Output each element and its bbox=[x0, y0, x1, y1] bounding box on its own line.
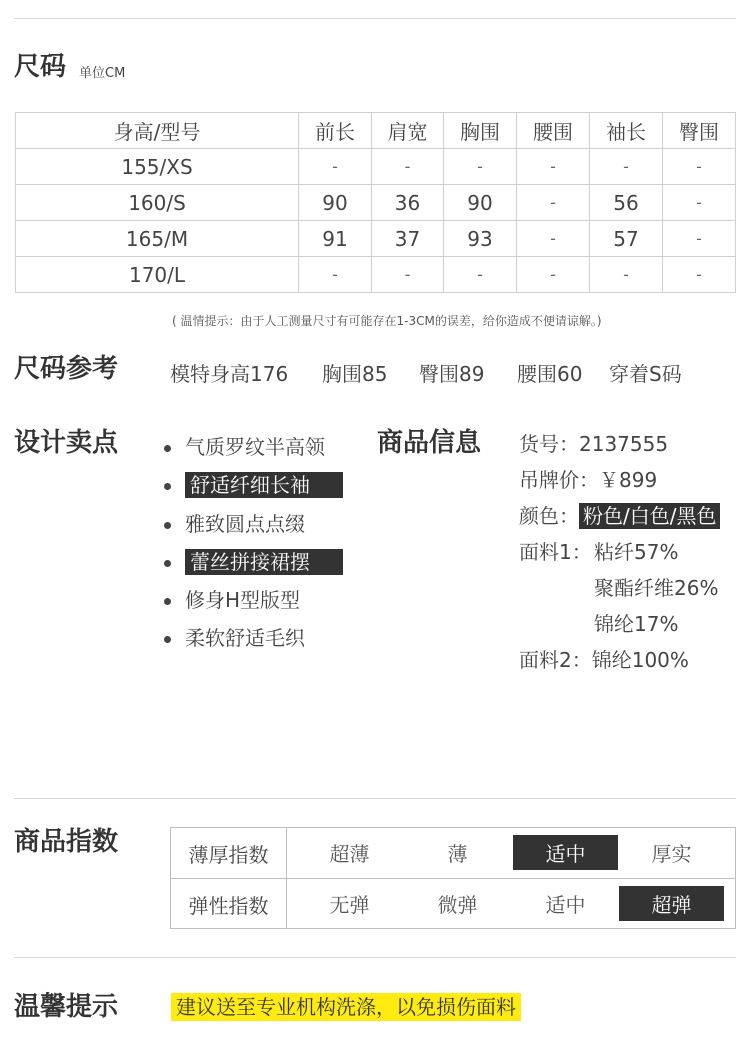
warm-tip-title: 温馨提示 bbox=[14, 992, 119, 1022]
size-header-cell: 肩宽 bbox=[372, 113, 444, 149]
size-cell: - bbox=[517, 185, 590, 221]
size-table-row bbox=[16, 185, 736, 221]
size-cell: - bbox=[590, 149, 663, 185]
index-option: 超薄 bbox=[329, 842, 370, 866]
measurement-tip: ( 温情提示：由于人工测量尺寸有可能存在1-3CM的误差，给你造成不便请谅解。) bbox=[172, 314, 602, 328]
index-row bbox=[171, 828, 735, 878]
reference-item: 穿着S码 bbox=[609, 362, 682, 386]
color-value: 粉色/白色/黑色 bbox=[579, 503, 720, 529]
size-table bbox=[15, 112, 736, 293]
size-cell: 170/L bbox=[16, 257, 299, 293]
fabric1-label: 面料1： bbox=[519, 540, 592, 564]
size-cell: - bbox=[517, 149, 590, 185]
fabric1-value: 锦纶17% bbox=[594, 612, 679, 636]
bullet-dot bbox=[164, 636, 171, 643]
size-cell: 56 bbox=[590, 185, 663, 221]
size-cell: - bbox=[517, 257, 590, 293]
selling-point-text: 雅致圆点点缀 bbox=[185, 512, 305, 536]
size-cell: 91 bbox=[299, 221, 372, 257]
item-number: 货号：2137555 bbox=[519, 432, 669, 456]
selling-point-text: 修身H型版型 bbox=[185, 588, 301, 612]
fabric2: 面料2：锦纶100% bbox=[519, 648, 689, 672]
size-cell: 57 bbox=[590, 221, 663, 257]
size-header-cell: 身高/型号 bbox=[16, 113, 299, 149]
divider bbox=[14, 957, 736, 958]
reference-item: 胸围85 bbox=[322, 362, 388, 386]
size-header-cell: 前长 bbox=[299, 113, 372, 149]
size-cell: - bbox=[299, 257, 372, 293]
index-option-selected: 适中 bbox=[513, 835, 618, 870]
selling-points-title: 设计卖点 bbox=[14, 428, 119, 458]
size-cell: 160/S bbox=[16, 185, 299, 221]
index-label: 弹性指数 bbox=[171, 879, 287, 929]
size-header-cell: 腰围 bbox=[517, 113, 590, 149]
selling-point-item bbox=[164, 511, 305, 537]
index-label: 薄厚指数 bbox=[171, 828, 287, 878]
size-cell: 90 bbox=[444, 185, 517, 221]
fabric1-value: 聚酯纤维26% bbox=[594, 576, 719, 600]
size-cell: - bbox=[372, 257, 444, 293]
color-label: 颜色： bbox=[519, 504, 579, 528]
index-option: 适中 bbox=[545, 893, 586, 917]
size-cell: - bbox=[372, 149, 444, 185]
size-title: 尺码 bbox=[14, 52, 67, 82]
size-header-cell: 臀围 bbox=[663, 113, 736, 149]
size-header-cell: 袖长 bbox=[590, 113, 663, 149]
reference-item: 腰围60 bbox=[517, 362, 583, 386]
size-unit: 单位CM bbox=[79, 66, 126, 81]
index-table bbox=[170, 827, 736, 929]
size-cell: 93 bbox=[444, 221, 517, 257]
bullet-dot bbox=[164, 445, 171, 452]
index-option: 薄 bbox=[447, 842, 468, 866]
tag-price: 吊牌价：￥899 bbox=[519, 468, 658, 492]
selling-point-item bbox=[164, 472, 343, 498]
size-cell: 37 bbox=[372, 221, 444, 257]
size-cell: 165/M bbox=[16, 221, 299, 257]
selling-point-text: 气质罗纹半高领 bbox=[185, 435, 325, 459]
index-title: 商品指数 bbox=[14, 827, 119, 857]
size-cell: - bbox=[444, 149, 517, 185]
size-cell: - bbox=[663, 149, 736, 185]
size-cell: - bbox=[663, 257, 736, 293]
size-header-cell: 胸围 bbox=[444, 113, 517, 149]
size-cell: 155/XS bbox=[16, 149, 299, 185]
selling-point-item bbox=[164, 587, 300, 613]
size-cell: - bbox=[590, 257, 663, 293]
selling-point-item bbox=[164, 549, 343, 575]
size-cell: - bbox=[517, 221, 590, 257]
reference-title: 尺码参考 bbox=[14, 354, 119, 384]
selling-point-text: 柔软舒适毛织 bbox=[185, 626, 305, 650]
bullet-dot bbox=[164, 483, 171, 490]
selling-point-item bbox=[164, 625, 305, 651]
reference-item: 臀围89 bbox=[419, 362, 485, 386]
size-cell: 90 bbox=[299, 185, 372, 221]
selling-point-text: 舒适纤细长袖 bbox=[185, 472, 343, 498]
selling-point-item bbox=[164, 434, 325, 460]
size-table-row bbox=[16, 149, 736, 185]
size-table-row bbox=[16, 257, 736, 293]
size-cell: - bbox=[299, 149, 372, 185]
product-info-title: 商品信息 bbox=[377, 428, 482, 458]
size-cell: - bbox=[663, 221, 736, 257]
index-option: 无弹 bbox=[329, 893, 370, 917]
fabric1-value: 粘纤57% bbox=[594, 540, 679, 564]
bullet-dot bbox=[164, 560, 171, 567]
reference-item: 模特身高176 bbox=[170, 362, 289, 386]
top-divider bbox=[14, 18, 736, 19]
color-row bbox=[519, 502, 720, 530]
warm-tip-text: 建议送至专业机构洗涤，以免损伤面料 bbox=[171, 993, 521, 1021]
divider bbox=[14, 798, 736, 799]
selling-point-text: 蕾丝拼接裙摆 bbox=[185, 549, 343, 575]
size-table-header bbox=[16, 113, 736, 149]
size-cell: - bbox=[444, 257, 517, 293]
size-cell: 36 bbox=[372, 185, 444, 221]
index-row bbox=[171, 878, 735, 929]
size-cell: - bbox=[663, 185, 736, 221]
index-option: 厚实 bbox=[651, 842, 692, 866]
size-table-row bbox=[16, 221, 736, 257]
index-option: 微弹 bbox=[437, 893, 478, 917]
bullet-dot bbox=[164, 598, 171, 605]
bullet-dot bbox=[164, 522, 171, 529]
index-option-selected: 超弹 bbox=[619, 886, 724, 921]
